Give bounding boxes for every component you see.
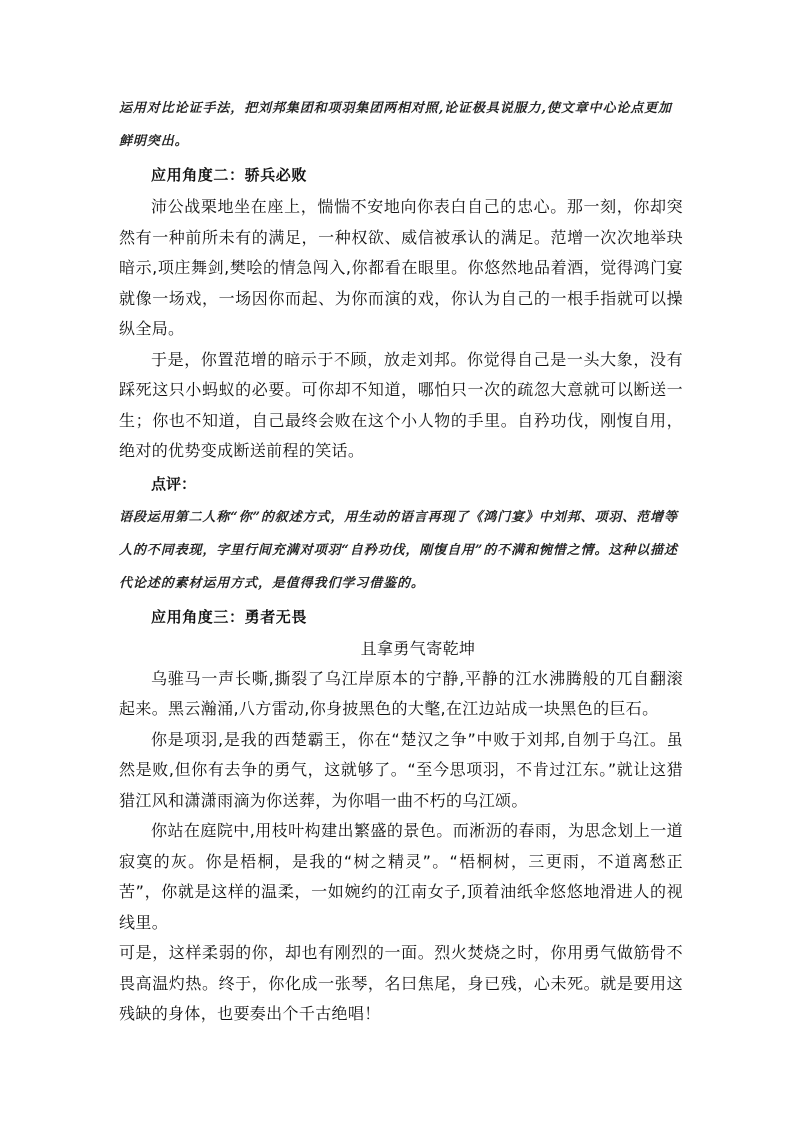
document-content [119,92,683,1030]
comment-text: 语段运用第二人称“你”的叙述方式，用生动的语言再现了《鸿门宴》中刘邦、项羽、范增等人的不同表现，字里行间充满对项羽“自矜功伐，刚愎自用”的不满和惋惜之情。这种以描述代论述的素材运用方式，是值得我们学习借鉴的。 [119,509,678,591]
angle3-paragraph-1: 乌骓马一声长嘶,撕裂了乌江岸原本的宁静,平静的江水沸腾般的兀自翻滚起来。黑云瀚涌,八方雷动,你身披黑色的大氅,在江边站成一块黑色的巨石。 [119,668,683,718]
angle2-paragraph-1: 沛公战栗地坐在座上，惴惴不安地向你表白自己的忠心。那一刻，你却突然有一种前所未有的满足，一种权欲、威信被承认的满足。范增一次次地举玦暗示,项庄舞剑,樊哙的情急闯入,你都看在眼里。你悠然地品着酒，觉得鸿门宴就像一场戏，一场因你而起、为你而演的戏，你认为自己的一根手指就可以操纵全局。 [119,197,683,338]
angle2-paragraph-2: 于是，你置范增的暗示于不顾，放走刘邦。你觉得自己是一头大象，没有踩死这只小蚂蚁的必要。可你却不知道，哪怕只一次的疏忽大意就可以断送一生；你也不知道，自己最终会败在这个小人物的手里。自矜功伐，刚愎自用，绝对的优势变成断送前程的笑话。 [119,349,683,460]
angle3-heading: 应用角度三：勇者无畏 [151,607,308,626]
intro-comment: 运用对比论证手法，把刘邦集团和项羽集团两相对照,论证极具说服力,使文章中心论点更加鲜明突出。 [119,101,672,149]
essay-title: 且拿勇气寄乾坤 [360,638,476,658]
angle3-paragraph-2: 你是项羽,是我的西楚霸王，你在“楚汉之争”中败于刘邦,自刎于乌江。虽然是败,但你有去争的勇气，这就够了。“至今思项羽，不肯过江东。”就让这猎猎江风和潇潇雨滴为你送葬，为你唱一曲不朽的乌江颂。 [119,729,683,810]
angle2-heading: 应用角度二：骄兵必败 [151,166,308,184]
comment-label: 点评： [151,474,197,493]
final-paragraph: 可是，这样柔弱的你，却也有刚烈的一面。烈火焚烧之时，你用勇气做筋骨不畏高温灼热。终于，你化成一张琴，名曰焦尾，身已残，心未死。就是要用这残缺的身体，也要奏出个千古绝唱！ [119,943,683,1023]
angle3-paragraph-3: 你站在庭院中,用枝叶构建出繁盛的景色。而淅沥的春雨，为思念划上一道寂寞的灰。你是梧桐，是我的“树之精灵”。“梧桐树，三更雨，不道离愁正苦”，你就是这样的温柔，一如婉约的江南女子,顶着油纸伞悠悠地滑进人的视线里。 [119,821,683,932]
